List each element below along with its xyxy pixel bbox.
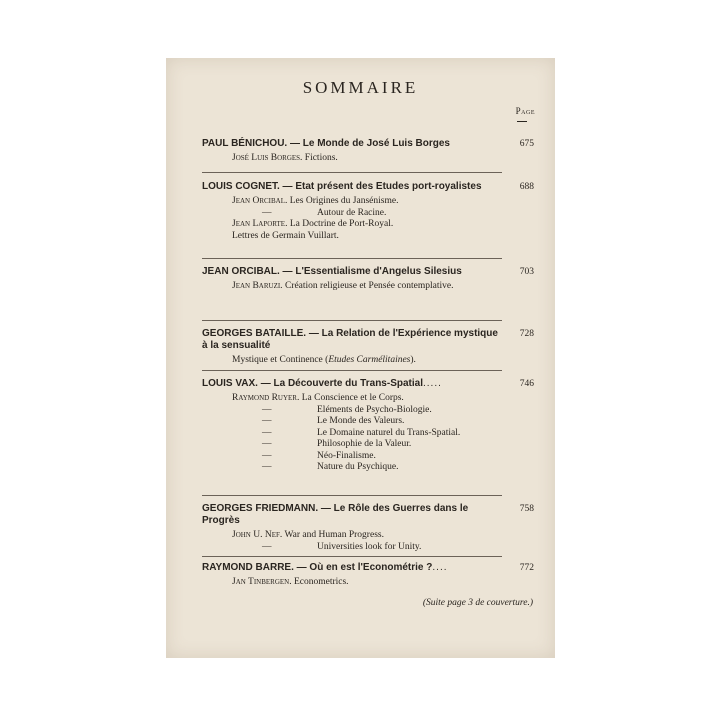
continuation-note: (Suite page 3 de couverture.) — [422, 598, 533, 608]
entry-heading: PAUL BÉNICHOU. — Le Monde de José Luis Borges 675 — [202, 138, 534, 149]
entry-page-number: 728 — [519, 329, 534, 339]
entry-heading: JEAN ORCIBAL. — L'Essentialisme d'Angelus Silesius 703 — [202, 266, 534, 277]
entry-page-number: 772 — [519, 563, 534, 573]
toc-entry — [202, 562, 544, 589]
entry-heading: LOUIS VAX. — La Découverte du Trans-Spatial..... 746 — [202, 378, 534, 389]
page-title: SOMMAIRE — [302, 78, 419, 97]
entry-page-number: 703 — [519, 267, 534, 277]
entry-reference: — Le Monde des Valeurs. — [262, 416, 405, 426]
entry-reference: Jean Orcibal. Les Origines du Jansénisme. — [232, 196, 399, 206]
entry-page-number: 746 — [519, 379, 534, 389]
entry-reference: Lettres de Germain Vuillart. — [232, 230, 339, 241]
entry-page-number: 758 — [519, 504, 534, 514]
separator-rule — [202, 495, 502, 496]
entry-reference: — Nature du Psychique. — [262, 462, 399, 472]
toc-entry — [202, 181, 544, 242]
entry-heading: RAYMOND BARRE. — Où en est l'Econométrie ?.... 772 — [202, 562, 534, 573]
entry-reference: Jean Baruzi. Création religieuse et Pensée contemplative. — [232, 281, 454, 291]
entry-reference: — Eléments de Psycho-Biologie. — [262, 404, 432, 415]
separator-rule — [202, 258, 502, 259]
entry-reference: José Luis Borges. Fictions. — [232, 153, 338, 163]
entry-heading: LOUIS COGNET. — Etat présent des Etudes port-royalistes 688 — [202, 181, 534, 192]
entry-reference: Jan Tinbergen. Econometrics. — [232, 577, 349, 587]
entry-reference: — Philosophie de la Valeur. — [262, 439, 412, 449]
toc-entry — [202, 328, 544, 367]
toc-entry — [202, 266, 544, 293]
entry-reference: Raymond Ruyer. La Conscience et le Corps. — [232, 393, 404, 403]
toc-entry — [202, 503, 544, 553]
document-page — [166, 58, 555, 658]
entry-reference: — Autour de Racine. — [262, 207, 387, 218]
entry-reference: — Néo-Finalisme. — [262, 450, 376, 461]
entry-reference: — Le Domaine naturel du Trans-Spatial. — [262, 427, 461, 438]
separator-rule — [202, 172, 502, 173]
entry-reference: Mystique et Continence (Etudes Carmélitaines). — [232, 355, 416, 365]
entry-reference: Jean Laporte. La Doctrine de Port-Royal. — [232, 219, 394, 229]
separator-rule — [202, 370, 502, 371]
entry-page-number: 675 — [519, 139, 534, 149]
entry-reference: — Universities look for Unity. — [262, 541, 422, 552]
toc-entry — [202, 378, 544, 474]
page-column-dash — [517, 121, 527, 122]
separator-rule — [202, 556, 502, 557]
entry-heading: GEORGES BATAILLE. — La Relation de l'Expérience mystique à la sensualité 728 — [202, 328, 534, 351]
entry-page-number: 688 — [519, 182, 534, 192]
entry-reference: John U. Nef. War and Human Progress. — [232, 530, 384, 540]
entry-heading: GEORGES FRIEDMANN. — Le Rôle des Guerres dans le Progrès 758 — [202, 503, 534, 526]
toc-entry — [202, 138, 544, 165]
separator-rule — [202, 320, 502, 321]
page-column-label: Page — [515, 106, 535, 116]
